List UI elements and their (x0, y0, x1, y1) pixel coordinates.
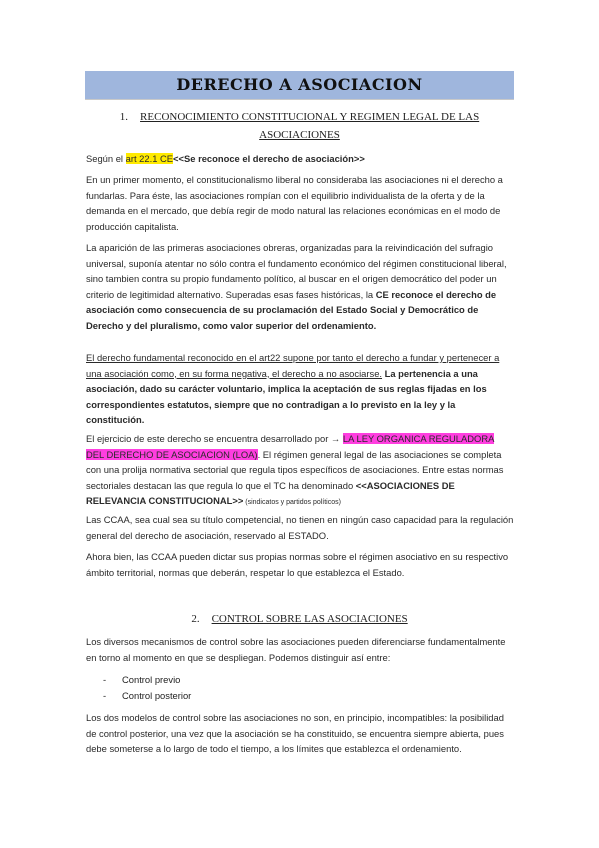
paragraph-1 (86, 151, 514, 167)
p4-bold: La pertenencia a una asociación, dado su carácter voluntario, implica la aceptación de sus reglas fijadas en los correspondientes estatutos, siempre que no contradigan a lo previsto en la ley y la constitución. (86, 367, 487, 426)
p4-underlined: El derecho fundamental reconocido en el art22 supone por tanto el derecho a fundar y pertenecer a una asociación como, en su forma negativa, el derecho a no asociarse. (86, 352, 500, 379)
p5-bold: <<ASOCIACIONES DE RELEVANCIA CONSTITUCIONAL>> (86, 479, 455, 507)
section-2-heading (85, 610, 514, 628)
p1-pre: Según el (86, 153, 126, 164)
paragraph-8: Los diversos mecanismos de control sobre las asociaciones pueden diferenciarse fundamentalmente en torno al momento en que se despliegan. Podemos distinguir así entre: (86, 636, 506, 663)
title-bar (85, 71, 514, 100)
section-2-number: 2. (191, 613, 200, 625)
section-1-number: 1. (119, 111, 129, 123)
loa-highlight: LA LEY ORGANICA REGULADORA DEL DERECHO DE ASOCIACION (LOA) (86, 433, 495, 460)
section-1-heading (85, 108, 514, 144)
paragraph-5 (86, 431, 514, 511)
p3-text: La aparición de las primeras asociaciones obreras, organizadas para la reivindicación del sufragio universal, suponía atentar no sólo contra el fundamento económico del régimen constitucional liberal, sino tambien contra su propio fundamento político, al buscar en el origen democrático del poder un criterio de legitimidad alternativo. Superadas esas fases históricas, la (86, 242, 507, 300)
paragraph-3 (86, 240, 514, 334)
section-1-title: RECONOCIMIENTO CONSTITUCIONAL Y REGIMEN LEGAL DE LAS ASOCIACIONES (140, 111, 480, 141)
section-2-title: CONTROL SOBRE LAS ASOCIACIONES (211, 613, 408, 625)
art-reference-highlight: art 22.1 CE (125, 153, 174, 164)
p3-bold: CE reconoce el derecho de asociación como consecuencia de su proclamación del Estado Social y Democrático de Derecho y del pluralismo, como valor superior del ordenamiento. (86, 288, 497, 331)
paragraph-6: Las CCAA, sea cual sea su título competencial, no tienen en ningún caso capacidad para la regulación general del derecho de asociación, reservado al ESTADO. (86, 514, 514, 541)
list-item: - Control posterior (103, 689, 192, 701)
p5-small: (sindicatos y partidos políticos) (243, 499, 341, 507)
p5-mid: . El régimen general legal de las asociaciones se completa con una prolija normativa sectorial que regula tipos específicos de asociaciones. Entre estas normas sectoriales destacan las que regula lo que el TC ha denominado (86, 448, 504, 491)
paragraph-4 (86, 350, 514, 428)
p5-pre: El ejercicio de este derecho se encuentra desarrollado por → (86, 433, 343, 444)
list-item: - Control previo (103, 674, 181, 685)
paragraph-7: Ahora bien, las CCAA pueden dictar sus propias normas sobre el régimen asociativo en su respectivo ámbito territorial, normas que deberán, respetar lo que establezca el Estado. (86, 551, 509, 578)
p1-quote: <<Se reconoce el derecho de asociación>> (173, 153, 365, 164)
control-list (86, 672, 514, 703)
page-title: DERECHO A ASOCIACION (176, 75, 423, 94)
paragraph-2: En un primer momento, el constitucionalismo liberal no consideraba las asociaciones ni el derecho a fundarlas. Para éste, las asociaciones rompían con el equilibrio individualista de la oferta y de la demanda en el mercado, que debía regir de modo natural las relaciones económicas en el modo de producción capitalista. (86, 174, 503, 232)
paragraph-9: Los dos modelos de control sobre las asociaciones no son, en principio, incompatibles: la posibilidad de control posterior, una vez que la asociación se ha constituido, se encuentra siempre abierta, pues debe someterse a lo largo de todo el tiempo, a los límites que establezca el ordenamiento. (86, 712, 504, 755)
